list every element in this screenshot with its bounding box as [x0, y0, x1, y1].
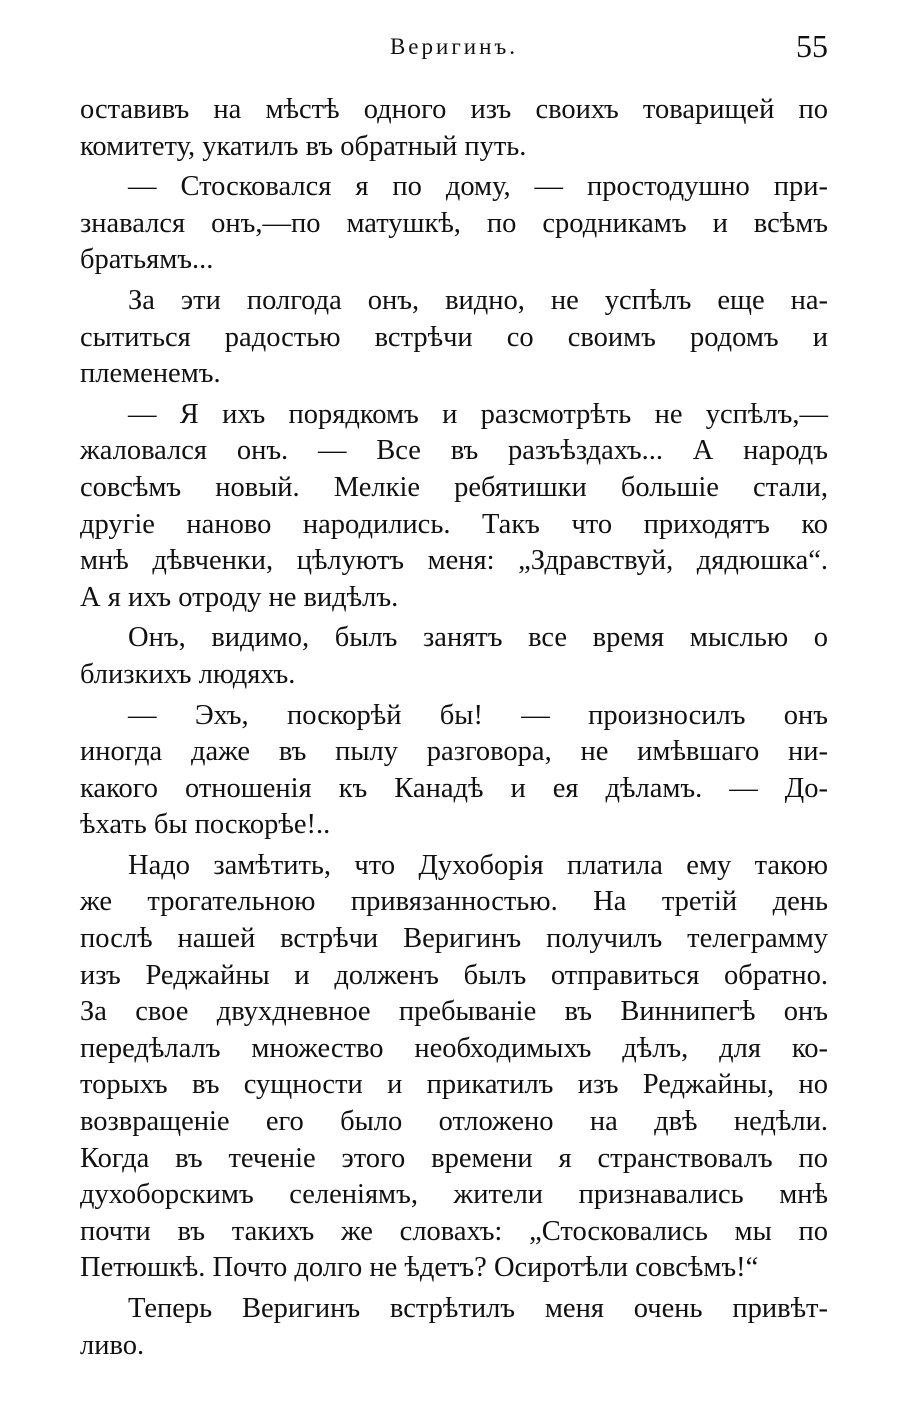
running-head	[80, 26, 828, 70]
text-line: почти въ такихъ же словахъ: „Стосковались мы по	[80, 1215, 828, 1247]
paragraph	[80, 848, 828, 1287]
paragraph	[80, 698, 828, 844]
text-line: Теперь Веригинъ встрѣтилъ меня очень привѣт-	[128, 1293, 828, 1324]
text-line: За эти полгода онъ, видно, не успѣлъ еще на-	[128, 284, 828, 316]
paragraph	[80, 397, 828, 617]
text-line: мнѣ дѣвченки, цѣлуютъ меня: „Здравствуй, дядюшка“.	[80, 545, 828, 577]
text-line: братьямъ...	[80, 244, 214, 276]
text-line: изъ Реджайны и долженъ былъ отправиться обратно.	[80, 959, 828, 991]
paragraph	[80, 283, 828, 393]
text-line: какого отношенія къ Канадѣ и ея дѣламъ. — До-	[80, 772, 828, 804]
text-line: племенемъ.	[80, 358, 221, 390]
text-line: Онъ, видимо, былъ занятъ все время мыслью о	[128, 622, 828, 654]
page-number: 55	[796, 28, 828, 64]
text-line: Надо замѣтить, что Духоборія платила ему такою	[128, 849, 828, 881]
text-line: духоборскимъ селеніямъ, жители признавались мнѣ	[80, 1179, 828, 1211]
text-line: торыхъ въ сущности и прикатилъ изъ Реджайны, но	[80, 1069, 828, 1101]
text-line: А я ихъ отроду не видѣлъ.	[80, 581, 399, 613]
text-line: сытиться радостью встрѣчи со своимъ родомъ и	[80, 321, 828, 353]
text-line: другіе наново народились. Такъ что приходятъ ко	[80, 508, 828, 540]
text-line: иногда даже въ пылу разговора, не имѣвшаго ни-	[80, 736, 828, 768]
text-line: Петюшкѣ. Почто долго не ѣдетъ? Осиротѣли совсѣмъ!“	[80, 1252, 759, 1284]
paragraph	[80, 620, 828, 693]
text-line: комитету, укатилъ въ обратный путь.	[80, 130, 527, 162]
text-line: близкихъ людяхъ.	[80, 658, 296, 690]
text-line: же трогательною привязанностью. На третій день	[80, 886, 828, 918]
text-line: передѣлалъ множество необходимыхъ дѣлъ, для ко-	[80, 1032, 828, 1064]
text-line: За свое двухдневное пребываніе въ Виннипегѣ онъ	[80, 996, 828, 1028]
text-line: ѣхать бы поскорѣе!..	[80, 809, 331, 841]
text-line: послѣ нашей встрѣчи Веригинъ получилъ телеграмму	[80, 923, 828, 955]
paragraph	[80, 169, 828, 279]
text-line: возвращеніе его было отложено на двѣ недѣли.	[80, 1106, 828, 1138]
paragraph	[80, 1291, 828, 1364]
text-line: — Стосковался я по дому, — простодушно при-	[128, 171, 828, 203]
body-text	[80, 92, 828, 1364]
text-line: Когда въ теченіе этого времени я странствовалъ по	[80, 1142, 828, 1174]
text-line: оставивъ на мѣстѣ одного изъ своихъ товарищей по	[80, 94, 828, 125]
text-line: ливо.	[80, 1329, 145, 1361]
running-title: Веригинъ.	[389, 34, 519, 59]
text-line: совсѣмъ новый. Мелкіе ребятишки большіе стали,	[80, 471, 828, 503]
text-line: жаловался онъ. — Все въ разъѣздахъ... А народъ	[80, 435, 828, 467]
text-line: знавался онъ,—по матушкѣ, по сродникамъ и всѣмъ	[80, 207, 828, 239]
text-line: — Я ихъ порядкомъ и разсмотрѣть не успѣлъ,—	[128, 398, 828, 430]
paragraph	[80, 92, 828, 165]
text-line: — Эхъ, поскорѣй бы! — произносилъ онъ	[128, 699, 828, 731]
